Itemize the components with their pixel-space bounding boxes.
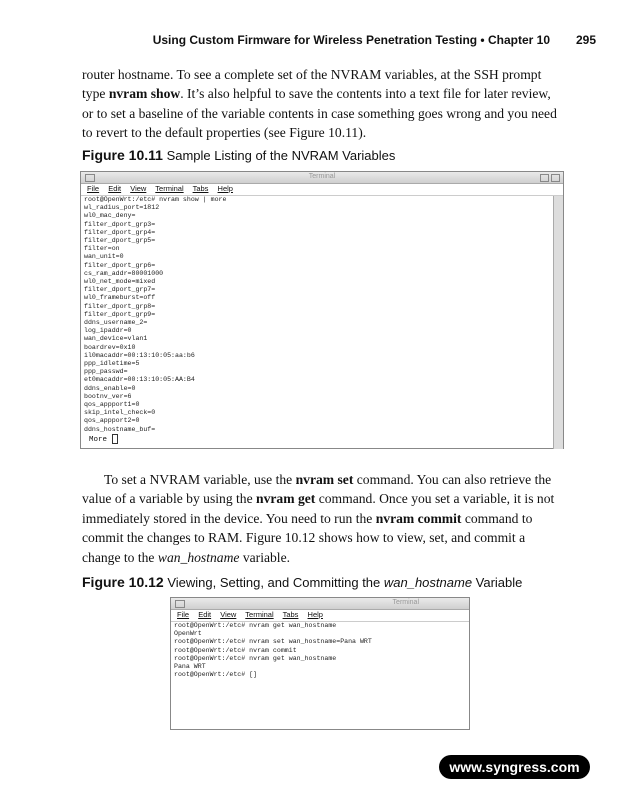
terminal-line: OpenWrt bbox=[174, 630, 202, 638]
terminal-line: boardrev=0x10 bbox=[84, 343, 136, 351]
terminal-line: root@OpenWrt:/etc# nvram get wan_hostname bbox=[174, 622, 337, 629]
menu-tabs[interactable]: Tabs bbox=[192, 184, 209, 193]
terminal-line: wan_unit=0 bbox=[84, 253, 124, 261]
terminal-line: filter_dport_grp6= bbox=[84, 261, 156, 269]
var-wan-hostname: wan_hostname bbox=[157, 549, 240, 565]
figure-1-label: Figure 10.11 bbox=[82, 147, 163, 163]
terminal-line: wl_radius_port=1812 bbox=[84, 204, 160, 212]
menu-tabs[interactable]: Tabs bbox=[282, 610, 299, 619]
terminal-body[interactable] bbox=[171, 622, 469, 679]
terminal-line: wl0_net_mode=mixed bbox=[84, 278, 156, 286]
terminal-line: filter=on bbox=[84, 245, 120, 253]
page-number: 295 bbox=[575, 33, 596, 47]
terminal-line: ppp_passwd= bbox=[84, 368, 128, 376]
terminal-line: filter_dport_grp9= bbox=[84, 310, 156, 318]
terminal-line: cs_ram_addr=80001000 bbox=[84, 269, 164, 277]
figure-1-caption-text: Sample Listing of the NVRAM Variables bbox=[166, 148, 396, 163]
window-title: Terminal bbox=[308, 173, 336, 180]
terminal-line: qos_appport1=0 bbox=[84, 401, 140, 409]
terminal-line: ddns_enable=0 bbox=[84, 384, 136, 392]
terminal-window-2 bbox=[170, 597, 470, 730]
menu-help[interactable]: Help bbox=[217, 184, 233, 193]
header-title: Using Custom Firmware for Wireless Penetration Testing • Chapter 10 bbox=[152, 33, 550, 47]
menu-bar bbox=[171, 610, 469, 622]
figure-2-label: Figure 10.12 bbox=[82, 574, 164, 590]
terminal-line: bootnv_ver=6 bbox=[84, 392, 132, 400]
menu-view[interactable]: View bbox=[130, 184, 147, 193]
terminal-line: root@OpenWrt:/etc# nvram get wan_hostname bbox=[174, 654, 337, 662]
terminal-line: wan_device=vlan1 bbox=[84, 335, 148, 343]
terminal-line: qos_appport2=0 bbox=[84, 417, 140, 425]
cmd-nvram-get: nvram get bbox=[256, 491, 316, 507]
menu-help[interactable]: Help bbox=[307, 610, 323, 619]
terminal-line: root@OpenWrt:/etc# nvram set wan_hostname=Pana WRT bbox=[174, 638, 372, 646]
terminal-line: il0macaddr=00:13:10:05:aa:b6 bbox=[84, 351, 195, 359]
terminal-line: filter_dport_grp7= bbox=[84, 286, 156, 294]
title-bar bbox=[81, 172, 563, 184]
paragraph-2: To set a NVRAM variable, use the nvram set command. You can also retrieve the value of a variable by using the nvram get command. Once you set a variable, it is not immediately stored in the device. You need to run the nvram commit command to commit the changes to RAM. Figure 10.12 shows how to view, set, and commit a change to the wan_hostname variable. bbox=[82, 472, 555, 565]
paragraph-1: router hostname. To see a complete set of the NVRAM variables, at the SSH prompt type nvram show. It’s also helpful to save the contents into a text file for later review, or to set a baseline of the variable contents in case something goes wrong and you need to revert to the default properties (see Figure 10.11). bbox=[82, 67, 557, 141]
scrollbar[interactable] bbox=[553, 196, 563, 449]
minimize-icon[interactable] bbox=[540, 174, 549, 182]
terminal-line: ppp_idletime=5 bbox=[84, 360, 140, 368]
more-prompt: More bbox=[81, 434, 563, 445]
cmd-nvram-commit: nvram commit bbox=[375, 510, 462, 526]
terminal-output bbox=[81, 196, 563, 434]
terminal-line: root@OpenWrt:/etc# nvram show | more bbox=[84, 196, 227, 203]
terminal-window-1 bbox=[80, 171, 564, 449]
terminal-line: et0macaddr=00:13:10:05:AA:B4 bbox=[84, 376, 195, 384]
figure-2-caption: Figure 10.12 Viewing, Setting, and Committing the wan_hostname Variable bbox=[82, 574, 523, 590]
menu-bar bbox=[81, 184, 563, 196]
terminal-line: wl0_frameburst=off bbox=[84, 294, 156, 302]
terminal-line: Pana WRT bbox=[174, 663, 206, 671]
publisher-url-badge[interactable]: www.syngress.com bbox=[439, 755, 590, 779]
terminal-line: filter_dport_grp5= bbox=[84, 237, 156, 245]
figure-1-caption bbox=[82, 147, 395, 163]
cmd-nvram-show: nvram show bbox=[108, 86, 181, 102]
terminal-line: ddns_username_2= bbox=[84, 319, 148, 327]
menu-edit[interactable]: Edit bbox=[108, 184, 122, 193]
menu-edit[interactable]: Edit bbox=[198, 610, 212, 619]
menu-view[interactable]: View bbox=[220, 610, 237, 619]
title-bar bbox=[171, 598, 469, 610]
terminal-output bbox=[171, 622, 469, 679]
terminal-line: skip_intel_check=0 bbox=[84, 409, 156, 417]
terminal-line: root@OpenWrt:/etc# nvram commit bbox=[174, 646, 297, 654]
menu-terminal[interactable]: Terminal bbox=[155, 184, 184, 193]
maximize-icon[interactable] bbox=[551, 174, 560, 182]
running-header bbox=[0, 33, 620, 49]
figure-2-var: wan_hostname bbox=[383, 575, 473, 590]
menu-file[interactable]: File bbox=[87, 184, 100, 193]
terminal-line: ddns_hostname_buf= bbox=[84, 425, 156, 433]
terminal-line: filter_dport_grp4= bbox=[84, 228, 156, 236]
terminal-line: wl0_mac_deny= bbox=[84, 212, 136, 220]
window-title: Terminal bbox=[392, 599, 419, 606]
cursor-icon bbox=[112, 434, 118, 444]
menu-file[interactable]: File bbox=[177, 610, 190, 619]
terminal-body[interactable] bbox=[81, 196, 563, 449]
terminal-line: filter_dport_grp3= bbox=[84, 220, 156, 228]
menu-terminal[interactable]: Terminal bbox=[245, 610, 274, 619]
terminal-line: filter_dport_grp8= bbox=[84, 302, 156, 310]
cmd-nvram-set: nvram set bbox=[295, 472, 354, 487]
terminal-line: log_ipaddr=0 bbox=[84, 327, 132, 335]
terminal-line: root@OpenWrt:/etc# [] bbox=[174, 671, 258, 679]
